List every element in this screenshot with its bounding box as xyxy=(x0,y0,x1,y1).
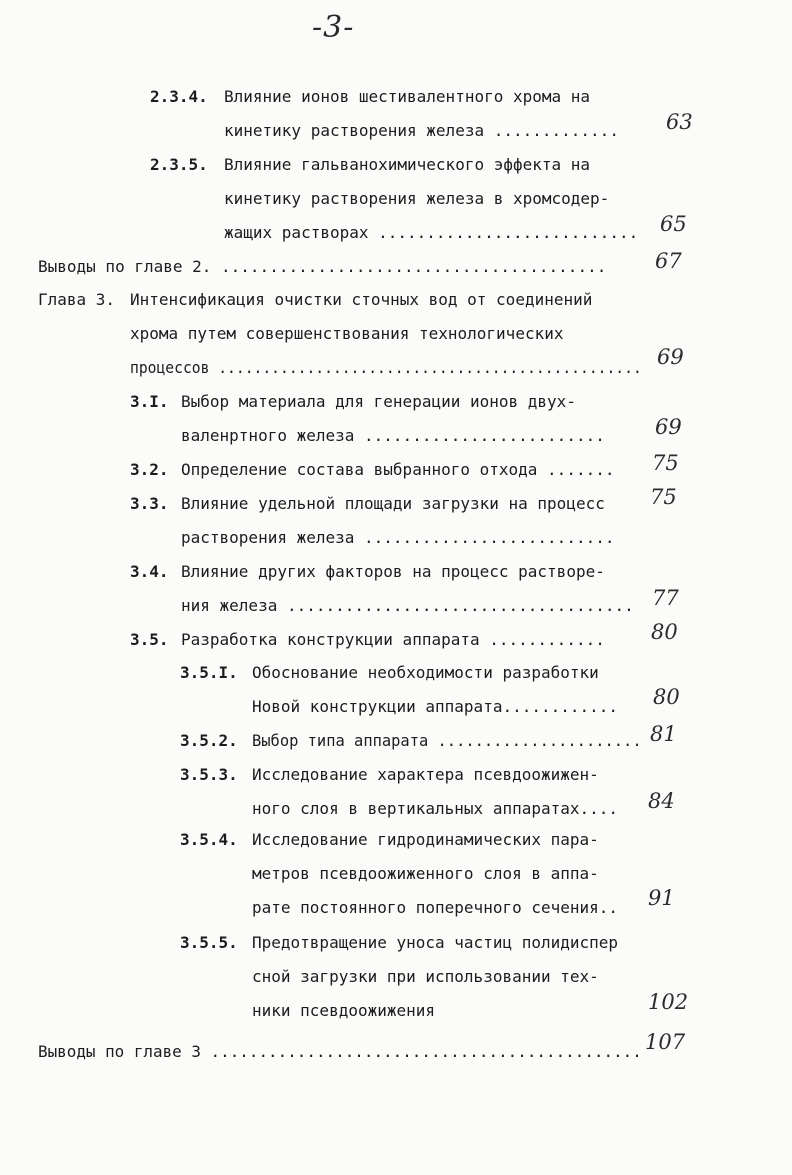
entry-page: 69 xyxy=(655,415,682,439)
entry-page: 75 xyxy=(650,485,677,509)
entry-title-line: сной загрузки при использовании тех- xyxy=(252,967,599,986)
entry-title-line: Предотвращение уноса частиц полидиспер xyxy=(252,933,619,952)
entry-title-line: Выбор материала для генерации ионов двух- xyxy=(181,392,576,411)
entry-title-line: Влияние других факторов на процесс растворе- xyxy=(181,562,605,581)
entry-number: 2.3.4. xyxy=(150,87,208,106)
entry-title-line: Разработка конструкции аппарата ............ xyxy=(181,630,605,649)
entry-page: 84 xyxy=(648,789,675,813)
entry-number: 3.5.2. xyxy=(180,731,238,750)
entry-title-line: Влияние удельной площади загрузки на процесс xyxy=(181,494,605,513)
entry-title-line: валенртного железа ......................... xyxy=(181,426,605,445)
entry-number: 3.5.4. xyxy=(180,830,238,849)
entry-number: 3.4. xyxy=(130,562,169,581)
entry-page: 91 xyxy=(648,886,675,910)
chapter-summary: Выводы по главе 2. ........................................ xyxy=(38,257,607,276)
entry-title-line: Влияние гальванохимического эффекта на xyxy=(224,155,591,174)
entry-page: 77 xyxy=(652,586,679,610)
entry-page: 65 xyxy=(660,212,687,236)
entry-page: 102 xyxy=(648,990,689,1014)
entry-title-line: метров псевдоожиженного слоя в аппа- xyxy=(252,864,599,883)
entry-number: 3.3. xyxy=(130,494,169,513)
entry-title-line: кинетику растворения железа ............. xyxy=(224,121,619,140)
entry-title-line: Исследование гидродинамических пара- xyxy=(252,830,599,849)
entry-title-line: растворения железа .......................... xyxy=(181,528,615,547)
entry-title-line: Интенсификация очистки сточных вод от соединений xyxy=(130,290,593,309)
entry-title-line: ного слоя в вертикальных аппаратах.... xyxy=(252,799,619,818)
entry-page: 81 xyxy=(650,722,677,746)
entry-title-line: ния железа .................................... xyxy=(181,596,634,615)
entry-number: 3.5.3. xyxy=(180,765,238,784)
chapter-summary: Выводы по главе 3 ............................................. xyxy=(38,1042,642,1061)
entry-title-line: ники псевдоожижения xyxy=(252,1001,436,1020)
entry-page: 69 xyxy=(657,345,684,369)
entry-title-line: рате постоянного поперечного сечения.. xyxy=(252,898,619,917)
entry-number: 2.3.5. xyxy=(150,155,208,174)
entry-title-line: Определение состава выбранного отхода ....... xyxy=(181,460,615,479)
entry-title-line: Исследование характера псевдоожижен- xyxy=(252,765,599,784)
entry-page: 67 xyxy=(655,249,682,273)
entry-title-line: жащих растворах ........................... xyxy=(224,223,639,242)
entry-title-line: Новой конструкции аппарата............ xyxy=(252,697,619,716)
chapter-number: Глава 3. xyxy=(38,290,116,309)
entry-page: 75 xyxy=(652,451,679,475)
entry-number: 3.5.5. xyxy=(180,933,238,952)
entry-title-line: Обоснование необходимости разработки xyxy=(252,663,599,682)
entry-number: 3.5. xyxy=(130,630,169,649)
entry-title-line: процессов ................................................ xyxy=(130,358,642,377)
entry-number: 3.5.I. xyxy=(180,663,238,682)
entry-page: 80 xyxy=(653,685,680,709)
entry-number: 3.2. xyxy=(130,460,169,479)
entry-number: 3.I. xyxy=(130,392,169,411)
entry-title-line: Выбор типа аппарата ...................... xyxy=(252,731,642,750)
entry-page: 80 xyxy=(651,620,678,644)
page-number: -3- xyxy=(312,10,355,45)
entry-title-line: кинетику растворения железа в хромсодер- xyxy=(224,189,610,208)
entry-title-line: хрома путем совершенствования технологических xyxy=(130,324,564,343)
entry-title-line: Влияние ионов шестивалентного хрома на xyxy=(224,87,591,106)
entry-page: 107 xyxy=(645,1030,686,1054)
entry-page: 63 xyxy=(666,110,693,134)
